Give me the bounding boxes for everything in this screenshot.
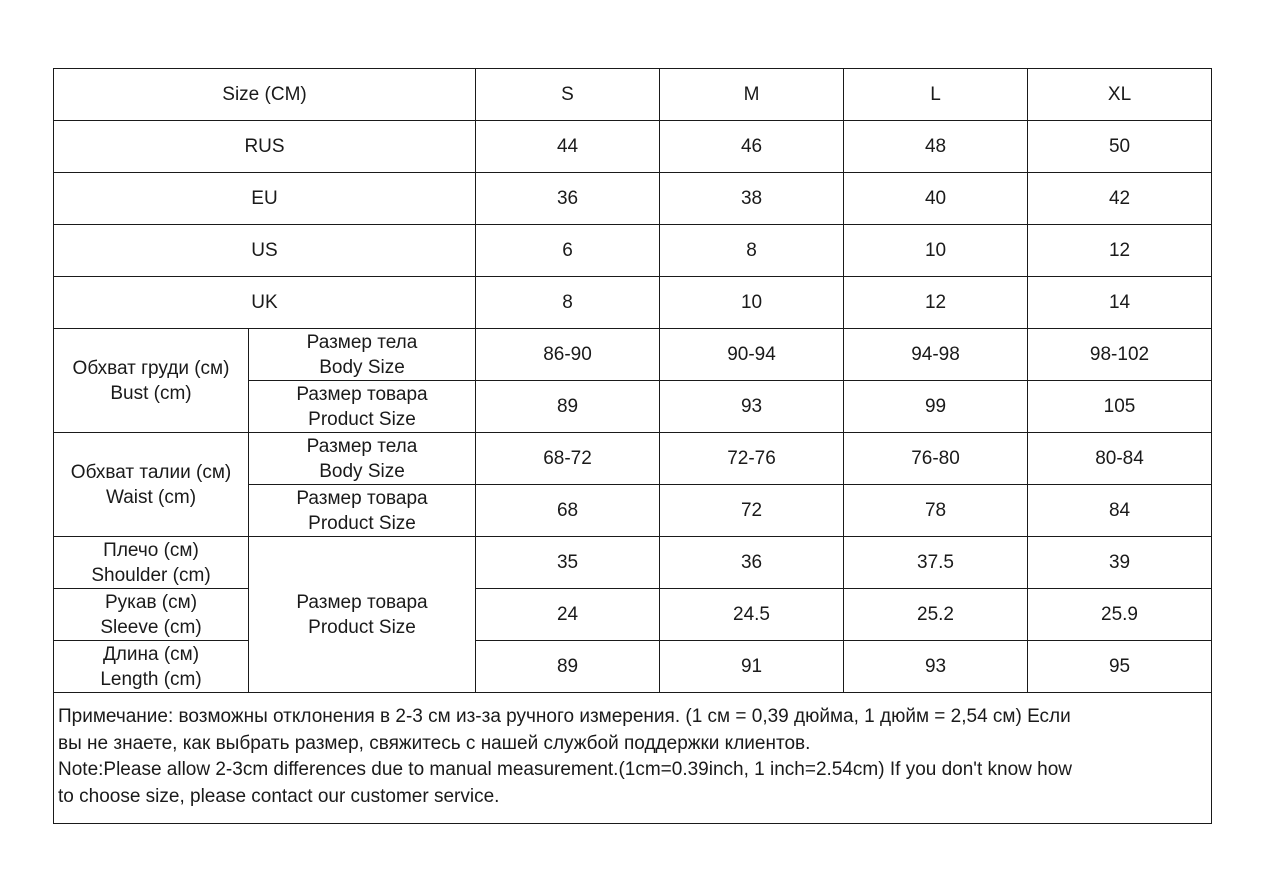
row-label-sleeve: [54, 589, 249, 641]
sub-label-body-size: [249, 433, 476, 485]
table-cell: 24: [476, 589, 660, 641]
table-cell: 89: [476, 641, 660, 693]
table-row-shoulder: [54, 537, 1212, 589]
table-cell: 84: [1028, 485, 1212, 537]
table-cell: 95: [1028, 641, 1212, 693]
table-cell: 37.5: [844, 537, 1028, 589]
table-cell: 25.2: [844, 589, 1028, 641]
sub-label-en: Product Size: [308, 512, 416, 534]
row-label-us: US: [54, 225, 476, 277]
table-cell: 39: [1028, 537, 1212, 589]
table-cell: 10: [660, 277, 844, 329]
table-cell: 89: [476, 381, 660, 433]
size-header-s: S: [476, 69, 660, 121]
table-cell: 10: [844, 225, 1028, 277]
table-cell: 48: [844, 121, 1028, 173]
size-header-xl: XL: [1028, 69, 1212, 121]
table-cell: 80-84: [1028, 433, 1212, 485]
sub-label-en: Product Size: [308, 408, 416, 430]
table-cell: 12: [844, 277, 1028, 329]
table-cell: 24.5: [660, 589, 844, 641]
table-cell: 76-80: [844, 433, 1028, 485]
table-cell: 35: [476, 537, 660, 589]
row-label-shoulder: [54, 537, 249, 589]
shoulder-label-en: Shoulder (cm): [91, 564, 211, 586]
table-row-sleeve: [54, 589, 1212, 641]
length-label-ru: Длина (см): [102, 643, 200, 665]
table-cell: 91: [660, 641, 844, 693]
table-cell: 40: [844, 173, 1028, 225]
table-cell: 6: [476, 225, 660, 277]
sub-label-ru: Размер товара: [296, 487, 428, 509]
sub-label-ru: Размер товара: [296, 383, 428, 405]
table-cell: 50: [1028, 121, 1212, 173]
table-cell: 68-72: [476, 433, 660, 485]
sub-label-body-size: [249, 329, 476, 381]
table-cell: 8: [476, 277, 660, 329]
table-cell: 93: [844, 641, 1028, 693]
sleeve-label-en: Sleeve (cm): [100, 616, 202, 638]
row-label-waist: [54, 433, 249, 537]
table-row-length: [54, 641, 1212, 693]
sub-label-product-size: [249, 485, 476, 537]
shoulder-label-ru: Плечо (см): [103, 539, 199, 561]
table-cell: 14: [1028, 277, 1212, 329]
table-cell: 12: [1028, 225, 1212, 277]
table-cell: 42: [1028, 173, 1212, 225]
table-cell: 90-94: [660, 329, 844, 381]
sub-label-en: Body Size: [319, 460, 405, 482]
measurement-note: [54, 693, 1212, 824]
table-cell: 36: [476, 173, 660, 225]
table-cell: 98-102: [1028, 329, 1212, 381]
size-chart-table: [53, 68, 1212, 824]
row-label-length: [54, 641, 249, 693]
table-cell: 25.9: [1028, 589, 1212, 641]
sub-label-ru: Размер тела: [306, 435, 418, 457]
length-label-en: Length (cm): [100, 668, 202, 690]
size-header-l: L: [844, 69, 1028, 121]
table-cell: 68: [476, 485, 660, 537]
table-cell: 99: [844, 381, 1028, 433]
note-en-line-2: to choose size, please contact our customer service.: [58, 785, 500, 807]
table-cell: 105: [1028, 381, 1212, 433]
table-cell: 8: [660, 225, 844, 277]
table-row-eu: [54, 173, 1212, 225]
bust-label-en: Bust (cm): [110, 382, 192, 404]
table-cell: 46: [660, 121, 844, 173]
sleeve-label-ru: Рукав (см): [104, 591, 198, 613]
row-label-eu: EU: [54, 173, 476, 225]
sub-label-product-size: [249, 381, 476, 433]
waist-label-ru: Обхват талии (см): [70, 461, 232, 483]
table-row-rus: [54, 121, 1212, 173]
header-row: [54, 69, 1212, 121]
table-cell: 78: [844, 485, 1028, 537]
bust-label-ru: Обхват груди (см): [72, 357, 230, 379]
sub-label-ru: Размер тела: [306, 331, 418, 353]
table-row-bust-body: [54, 329, 1212, 381]
sub-label-en: Body Size: [319, 356, 405, 378]
row-label-uk: UK: [54, 277, 476, 329]
note-en-line-1: Note:Please allow 2-3cm differences due to manual measurement.(1cm=0.39inch, 1 inch=2.54cm) If you don't know how: [58, 759, 1072, 780]
sub-label-product-size: [249, 537, 476, 693]
row-label-bust: [54, 329, 249, 433]
sub-label-ru: Размер товара: [296, 591, 428, 613]
row-label-rus: RUS: [54, 121, 476, 173]
table-cell: 86-90: [476, 329, 660, 381]
sub-label-en: Product Size: [308, 616, 416, 638]
table-cell: 94-98: [844, 329, 1028, 381]
size-header-label: Size (CM): [54, 69, 476, 121]
note-row: [54, 693, 1212, 824]
table-cell: 72-76: [660, 433, 844, 485]
table-row-waist-body: [54, 433, 1212, 485]
note-ru-line-2: вы не знаете, как выбрать размер, свяжитесь с нашей службой поддержки клиентов.: [58, 732, 811, 754]
table-cell: 93: [660, 381, 844, 433]
waist-label-en: Waist (cm): [105, 486, 197, 508]
table-cell: 72: [660, 485, 844, 537]
table-cell: 38: [660, 173, 844, 225]
table-cell: 44: [476, 121, 660, 173]
table-cell: 36: [660, 537, 844, 589]
table-row-uk: [54, 277, 1212, 329]
size-header-m: M: [660, 69, 844, 121]
table-row-us: [54, 225, 1212, 277]
note-ru-line-1: Примечание: возможны отклонения в 2-3 см из-за ручного измерения. (1 см = 0,39 дюйма, 1 дюйм = 2,54 см) Если: [58, 706, 1071, 727]
